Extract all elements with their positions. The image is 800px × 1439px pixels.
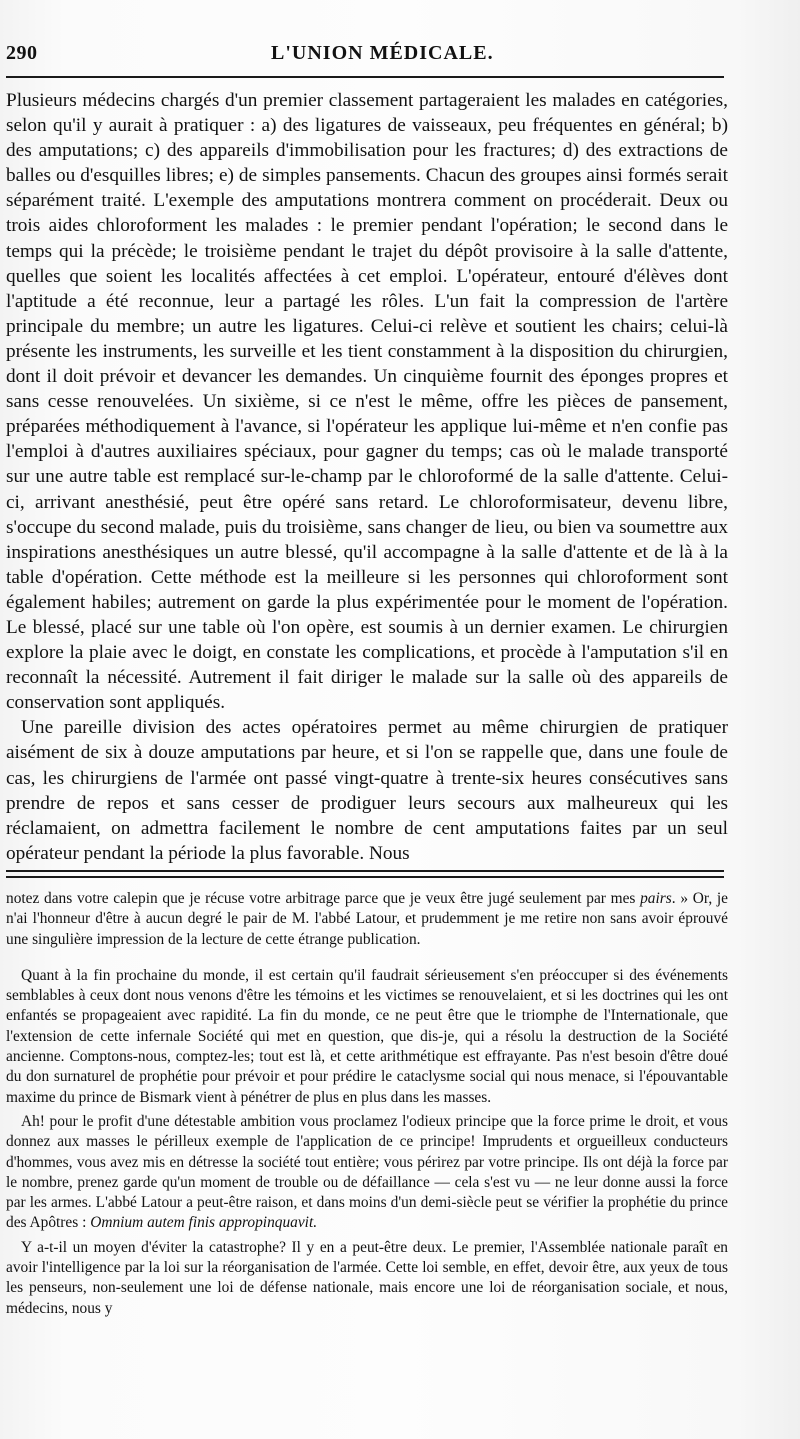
main-paragraph-2: Une pareille division des actes opératoires permet au même chirurgien de pratiquer aisément de six à douze amputations par heure, et si l'on se rappelle que, dans une foule de cas, les chirurgiens de l'armée ont passé vingt-quatre à trente-six heures consécutives sans prendre de repos et sans cesser de prodiguer leurs secours aux malheureux qui les réclamaient, on admettra facilement le nombre de cent amputations faites par un seul opérateur pendant la période la plus favorable. Nous bbox=[6, 717, 728, 864]
feuilleton-p3-italic: Omnium autem finis appropinquavit. bbox=[90, 1214, 318, 1232]
feuilleton-p1-text-b: . » Or, je n'ai l'honneur d'être à aucun degré le pair de M. l'abbé Latour, et prudemment je me retire non sans avoir éprouvé une singulière impression de la lecture de cette étrange publication. bbox=[6, 890, 728, 948]
page-number: 290 bbox=[6, 42, 38, 64]
main-paragraph-1: Plusieurs médecins chargés d'un premier classement partageraient les malades en catégories, selon qu'il y aurait à pratiquer : a) des ligatures de vaisseaux, peu fréquentes en général; b) des amputations; c) des appareils d'immobilisation pour les fractures; d) des extractions de balles ou d'esquilles libres; e) de simples pansements. Chacun des groupes ainsi formés serait séparément traité. L'exemple des amputations montrera comment on procéderait. Deux ou trois aides chloroforment les malades : le premier pendant l'opération; le second dans le temps qui la précède; le troisième pendant le trajet du dépôt provisoire à la salle d'attente, quelles que soient les localités affectées à cet emploi. L'opérateur, entouré d'élèves dont l'aptitude a été reconnue, leur a partagé les rôles. L'un fait la compression de l'artère principale du membre; un autre les ligatures. Celui-ci relève et soutient les chairs; celui-là présente les instruments, les surveille et les tient constamment à la disposition du chirurgien, dont il doit prévoir et devancer les demandes. Un cinquième fournit des éponges propres et sans cesse renouvelées. Un sixième, si ce n'est le même, offre les pièces de pansement, préparées méthodiquement à l'avance, si l'opérateur les applique lui-même et n'en confie pas l'emploi à d'autres auxiliaires spéciaux, pour gagner du temps; cas où le malade transporté sur une autre table est remplacé sur-le-champ par le chloroformé de la salle d'attente. Celui-ci, arrivant anesthésié, peut être opéré sans retard. Le chloroformisateur, devenu libre, s'occupe du second malade, puis du troisième, sans changer de lieu, ou bien va soumettre aux inspirations anesthésiques un autre blessé, qu'il accompagne à la salle d'attente et de là à la table d'opération. Cette méthode est la meilleure si les personnes qui chloroforment sont également habiles; autrement on garde la plus expérimentée pour le moment de l'opération. Le blessé, placé sur une table où l'on opère, est soumis à un dernier examen. Le chirurgien explore la plaie avec le doigt, en constate les complications, et procède à l'amputation s'il en reconnaît la nécessité. Autrement il fait diriger le malade sur la salle où des appareils de conservation sont appliqués. bbox=[6, 90, 728, 714]
journal-title: L'UNION MÉDICALE. bbox=[271, 42, 494, 64]
feuilleton-paragraph-2: Quant à la fin prochaine du monde, il est certain qu'il faudrait sérieusement s'en préoccuper si des événements semblables à ceux dont nous venons d'être les témoins et les victimes se renouvelaient, et si les doctrines qui les ont enfantés se propageaient avec rapidité. La fin du monde, ce ne peut être que le triomphe de l'Internationale, que l'extension de cette infernale Société qui met en question, que dis-je, qui a résolu la destruction de la Société ancienne. Comptons-nous, comptez-les; tout est là, et cette arithmétique est effrayante. Pas n'est besoin d'être doué du don surnaturel de prophétie pour prévoir et pour prédire le cataclysme social qui nous menace, si l'épouvantable maxime du prince de Bismark vient à pénétrer de plus en plus dans les masses. bbox=[6, 966, 728, 1106]
main-article bbox=[6, 88, 728, 866]
feuilleton-p1-text-a: notez dans votre calepin que je récuse votre arbitrage parce que je veux être jugé seulement par mes bbox=[6, 890, 641, 907]
feuilleton-p1-italic: pairs bbox=[640, 890, 672, 907]
feuilleton-paragraph-1 bbox=[6, 889, 728, 950]
header-rule bbox=[6, 76, 724, 78]
feuilleton-paragraph-3 bbox=[6, 1112, 728, 1234]
feuilleton-paragraph-4: Y a-t-il un moyen d'éviter la catastrophe? Il y en a peut-être deux. Le premier, l'Assemblée nationale paraît en avoir l'intelligence par la loi sur la réorganisation de l'armée. Cette loi semble, en effet, devoir être, aux yeux de tous les penseurs, non-seulement une loi de défense nationale, mais encore une loi de réorganisation sociale, et nous, médecins, nous y bbox=[6, 1238, 728, 1317]
feuilleton-divider-bottom bbox=[6, 876, 724, 878]
feuilleton-section bbox=[6, 889, 728, 1319]
feuilleton-divider-top bbox=[6, 870, 724, 872]
page-header bbox=[6, 40, 722, 68]
feuilleton-p3-text: Ah! pour le profit d'une détestable ambition vous proclamez l'odieux principe que la force prime le droit, et vous donnez aux masses le périlleux exemple de l'application de ce principe! Imprudents et orgueilleux conducteurs d'hommes, vous avez mis en détresse la société tout entière; vous périrez par votre principe. Ils ont déjà la force par le nombre, prenez garde qu'un moment de trouble ou de défaillance — cela s'est vu — ne leur donne aussi la force par les armes. L'abbé Latour a peut-être raison, et dans moins d'un demi-siècle peut se vérifier la prophétie du prince des Apôtres : bbox=[6, 1112, 728, 1232]
